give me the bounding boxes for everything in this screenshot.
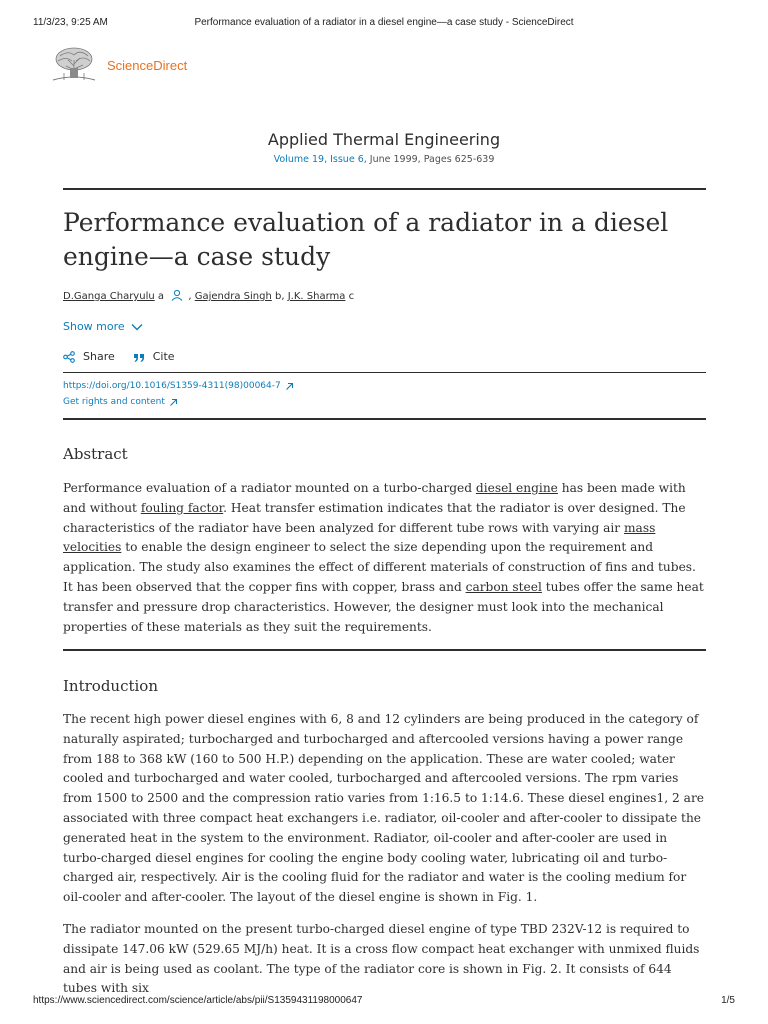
- share-icon: [63, 351, 75, 363]
- introduction-heading: Introduction: [63, 677, 158, 695]
- person-icon[interactable]: [171, 289, 183, 301]
- author-link[interactable]: D.Ganga Charyulu: [63, 291, 155, 302]
- keyword-link[interactable]: diesel engine: [475, 481, 558, 495]
- introduction-paragraph: The radiator mounted on the present turbo-charged diesel engine of type TBD 232V-12 is required to dissipate 147.06 kW (529.65 MJ/h) heat. It is a cross flow compact heat exchanger with unmixed fluids and air is being used as coolant. The type of the radiator core is shown in Fig. 2. It consists of 644 tubes with six: [63, 922, 700, 996]
- actions-divider: [63, 372, 706, 373]
- print-page-title: Performance evaluation of a radiator in a diesel engine—a case study - ScienceDirect: [194, 17, 574, 28]
- cite-label: Cite: [152, 350, 175, 363]
- abstract-divider: [63, 649, 706, 651]
- show-more-label: Show more: [63, 320, 125, 333]
- rights-text: Get rights and content: [63, 397, 165, 407]
- abstract-text: Performance evaluation of a radiator mounted on a turbo-charged diesel engine has been made with and without fouling factor. Heat transfer estimation indicates that the radiator is over designed. The characteristics of the radiator have been analyzed for different tube rows with varying air mass velocities to enable the design engineer to select the size depending upon the requirement and application. The study also examines the effect of different materials of construction of fins and tubes. It has been observed that the copper fins with copper, brass and carbon steel tubes offer the same heat transfer and pressure drop characteristics. However, the designer must look into the mechanical properties of these materials as they suit the requirements.: [63, 481, 704, 634]
- chevron-down-icon: [131, 323, 143, 331]
- print-page-number: 1/5: [721, 995, 735, 1006]
- volume-issue-link[interactable]: Volume 19, Issue 6: [273, 154, 364, 165]
- introduction-paragraph: The recent high power diesel engines with 6, 8 and 12 cylinders are being produced in the category of naturally aspirated; turbocharged and turbocharged and aftercooled versions having a power range from 188 to 368 kW (160 to 500 H.P.) depending on the application. These are water cooled; water cooled and turbocharged and water cooled, turbocharged and aftercooled versions. The rpm varies from 1500 to 2500 and the compression ratio varies from 1:16.5 to 1:14.6. These diesel engines1, 2 are associated with three compact heat exchangers i.e. radiator, oil-cooler and after-cooler to dissipate the generated heat in the system to the environment. Radiator, oil-cooler and after-cooler are used in turbo-charged diesel engines for cooling the engine body cooling water, lubricating oil and turbo-charged air, respectively. Air is the cooling fluid for the radiator and water is the cooling medium for oil-cooler and after-cooler. The layout of the diesel engine is shown in Fig. 1.: [63, 712, 704, 905]
- share-button[interactable]: [63, 350, 115, 363]
- issue-details: , June 1999, Pages 625-639: [363, 154, 495, 165]
- doi-text: https://doi.org/10.1016/S1359-4311(98)00064-7: [63, 381, 281, 391]
- quote-icon: [133, 351, 145, 363]
- author-separator: ,: [281, 291, 288, 302]
- author-affiliation[interactable]: c: [348, 291, 355, 302]
- print-url: https://www.sciencedirect.com/science/article/abs/pii/S1359431198000647: [33, 995, 363, 1006]
- external-link-icon: [285, 382, 294, 391]
- rights-link[interactable]: [63, 397, 178, 407]
- external-link-icon: [169, 398, 178, 407]
- abstract-heading: Abstract: [63, 445, 128, 463]
- journal-title[interactable]: Applied Thermal Engineering: [267, 130, 501, 149]
- keyword-link[interactable]: mass velocities: [63, 520, 656, 555]
- article-actions: [63, 350, 193, 363]
- article-title: Performance evaluation of a radiator in a diesel engine—a case study: [63, 208, 669, 271]
- header-divider: [63, 188, 706, 190]
- print-datetime: 11/3/23, 9:25 AM: [33, 17, 108, 28]
- author-list: [63, 289, 354, 302]
- elsevier-tree-icon[interactable]: [50, 46, 98, 84]
- author-affiliation[interactable]: a: [157, 291, 165, 302]
- author-link[interactable]: J.K. Sharma: [287, 291, 346, 302]
- show-more-button[interactable]: [63, 320, 143, 333]
- author-separator: ,: [188, 291, 195, 302]
- share-label: Share: [83, 350, 115, 363]
- keyword-link[interactable]: fouling factor: [140, 500, 224, 515]
- meta-divider: [63, 418, 706, 420]
- doi-link[interactable]: [63, 381, 294, 391]
- author-affiliation[interactable]: b: [275, 291, 282, 302]
- brand-name[interactable]: ScienceDirect: [107, 58, 188, 73]
- cite-button[interactable]: [133, 350, 175, 363]
- keyword-link[interactable]: carbon steel: [465, 579, 542, 594]
- journal-issue: [0, 154, 768, 165]
- author-link[interactable]: Gajendra Singh: [194, 291, 272, 302]
